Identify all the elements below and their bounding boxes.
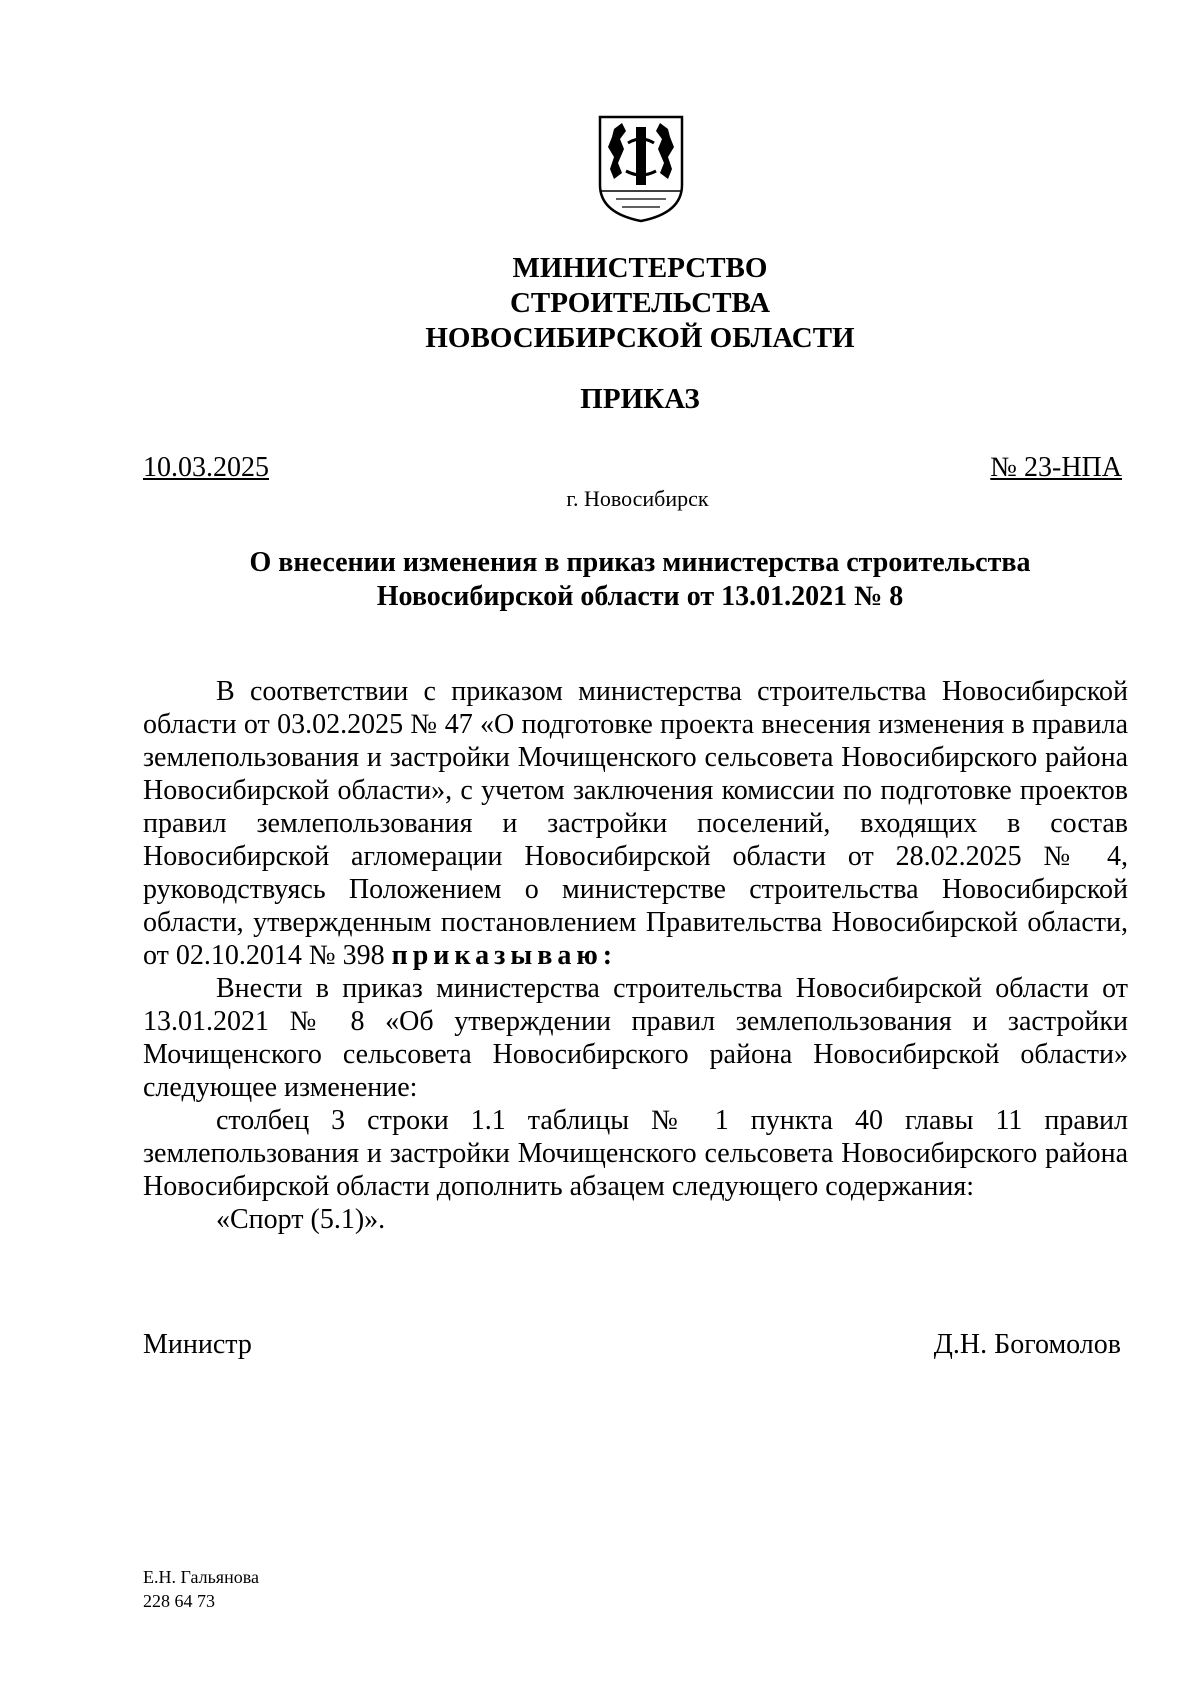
org-line-2: СТРОИТЕЛЬСТВА xyxy=(509,287,771,319)
signatory-name: Д.Н. Богомолов xyxy=(933,1329,1121,1360)
subject-line-2: Новосибирской области от 13.01.2021 № 8 xyxy=(376,581,904,612)
document-date: 10.03.2025 xyxy=(143,452,269,483)
org-line-1: МИНИСТЕРСТВО xyxy=(512,252,768,284)
basis-text: В соответствии с приказом министерства строительства Новосибирской области от 03.02.2025 № 47 «О подготовке проекта внесения изменения в правила землепользования и застройки Мочищенского сельсовета Новосибирского района Новосибирской области», с учетом заключения комиссии по подготовке проектов правил землепользования и застройки поселений, входящих в состав Новосибирской агломерации Новосибирской области от 28.02.2025 № 4, руководствуясь Положением о министерстве строительства Новосибирской области, утвержденным постановлением Правительства Новосибирской области, от 02.10.2014 № 398 xyxy=(143,676,1128,971)
paragraph-addition: «Спорт (5.1)». xyxy=(216,1204,386,1235)
organization-name xyxy=(0,251,1200,356)
paragraph-basis xyxy=(143,675,1128,972)
order-word: приказываю: xyxy=(391,940,618,971)
paragraph-amendment: Внести в приказ министерства строительства Новосибирской области от 13.01.2021 № 8 «Об утверждении правил землепользования и застройки Мочищенского сельсовета Новосибирского района Новосибирской области» следующее изменение: xyxy=(143,973,1128,1103)
signatory-title: Министр xyxy=(143,1329,252,1360)
author-name: Е.Н. Гальянова xyxy=(143,1567,259,1587)
document-body xyxy=(143,675,1128,1236)
document-number: № 23-НПА xyxy=(990,452,1122,483)
org-line-3: НОВОСИБИРСКОЙ ОБЛАСТИ xyxy=(425,322,855,354)
author-phone: 228 64 73 xyxy=(143,1591,215,1611)
document-type: ПРИКАЗ xyxy=(580,383,700,415)
subject-line-1: О внесении изменения в приказ министерства строительства xyxy=(249,547,1031,578)
document-subject xyxy=(0,546,1200,614)
author-block xyxy=(143,1565,259,1613)
coat-of-arms-icon xyxy=(596,113,686,225)
document-place: г. Новосибирск xyxy=(566,486,709,511)
paragraph-change: столбец 3 строки 1.1 таблицы № 1 пункта 40 главы 11 правил землепользования и застройки Мочищенского сельсовета Новосибирского района Новосибирской области дополнить абзацем следующего содержания: xyxy=(143,1105,1128,1202)
